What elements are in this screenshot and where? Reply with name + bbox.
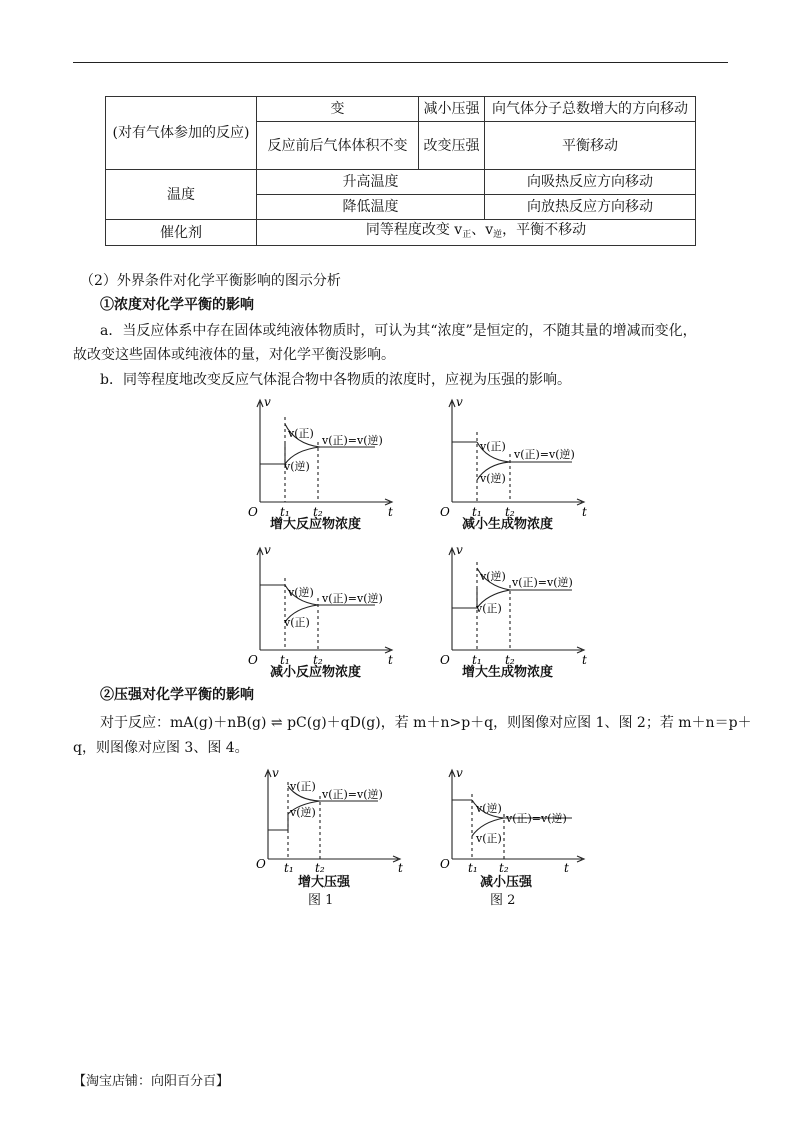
tick-label: t₂ [499, 861, 509, 875]
axis-label: v [456, 766, 463, 780]
axis-label: v [264, 395, 271, 409]
table-cell: 温度 [106, 170, 257, 220]
header-rule [73, 62, 728, 63]
table-cell: 催化剂 [106, 220, 257, 246]
tick-label: t₁ [280, 505, 290, 519]
curve-label: v(逆) [288, 586, 314, 599]
table-cell: 同等程度改变 $v_正$、$v_逆$，平衡不移动 [257, 220, 696, 246]
footer-shop: 【淘宝店铺：向阳百分百】 [73, 1074, 230, 1089]
origin-label: O [440, 505, 450, 519]
paragraph-a-cont: 故改变这些固体或纯液体的量，对化学平衡没影响。 [73, 347, 395, 363]
graph-decrease-product [432, 392, 612, 534]
tick-label: t₁ [280, 653, 290, 667]
graph-caption: 增大反应物浓度 [270, 517, 362, 532]
paragraph-a: a．当反应体系中存在固体或纯液体物质时，可认为其“浓度”是恒定的，不随其量的增减而变化， [100, 323, 697, 339]
paragraph-b: b．同等程度地改变反应气体混合物中各物质的浓度时，应视为压强的影响。 [100, 372, 571, 388]
tick-label: t₂ [313, 653, 323, 667]
table-row [106, 220, 696, 246]
curve-label: v(正)=v(逆) [512, 576, 573, 589]
table-row [106, 170, 696, 195]
origin-label: O [440, 653, 450, 667]
heading-pressure: ②压强对化学平衡的影响 [100, 687, 254, 703]
curve-label: v(正)=v(逆) [322, 788, 383, 801]
figure-label: 图 1 [308, 893, 334, 908]
tick-label: t₂ [315, 861, 325, 875]
table-cell: 平衡移动 [485, 122, 696, 170]
table-row [106, 97, 696, 122]
table-cell: 改变压强 [419, 122, 485, 170]
graph-caption: 减小反应物浓度 [270, 665, 362, 680]
origin-label: O [248, 505, 258, 519]
origin-label: O [256, 857, 266, 871]
curve-label: v(正) [284, 616, 310, 629]
axis-label: v [456, 543, 463, 557]
curve-label: v(正)=v(逆) [514, 448, 575, 461]
curve-label: v(正) [288, 427, 314, 440]
curve-label: v(逆) [290, 806, 316, 819]
graph-caption: 增大压强 [298, 875, 351, 890]
tick-label: t₂ [505, 653, 515, 667]
tick-label: t₁ [472, 653, 482, 667]
axis-label: v [264, 543, 271, 557]
curve-label: v(逆) [480, 472, 506, 485]
graph-caption: 减小压强 [480, 875, 533, 890]
paragraph-pressure: 对于反应：mA(g)＋nB(g) ⇌ pC(g)＋qD(g)，若 m＋n>p＋q，则图像对应图 1、图 2；若 m＋n＝p＋ [100, 715, 752, 731]
section-title: （2）外界条件对化学平衡影响的图示分析 [80, 273, 341, 289]
curve-label: v(正) [476, 602, 502, 615]
tick-label: t₁ [468, 861, 478, 875]
graph-increase-product [432, 540, 612, 682]
figure-label: 图 2 [490, 893, 516, 908]
axis-label: t [582, 505, 587, 519]
graph-caption: 减小生成物浓度 [462, 517, 554, 532]
tick-label: t₂ [505, 505, 515, 519]
axis-label: t [388, 653, 393, 667]
axis-label: t [398, 861, 403, 875]
table-cell: 减小压强 [419, 97, 485, 122]
graph-increase-reactant [240, 392, 420, 534]
table-cell: 向气体分子总数增大的方向移动 [485, 97, 696, 122]
graph-increase-pressure [248, 764, 428, 912]
table-cell: 向吸热反应方向移动 [485, 170, 696, 195]
curve-label: v(逆) [476, 802, 502, 815]
heading-concentration: ①浓度对化学平衡的影响 [100, 297, 254, 313]
tick-label: t₁ [284, 861, 294, 875]
table-cell: 反应前后气体体积不变 [257, 122, 419, 170]
conditions-table [105, 96, 696, 246]
table-cell: 降低温度 [257, 195, 485, 220]
axis-label: v [456, 395, 463, 409]
table-cell: 变 [257, 97, 419, 122]
table-cell: (对有气体参加的反应) [106, 97, 257, 170]
curve-label: v(正) [290, 780, 316, 793]
axis-label: t [564, 861, 569, 875]
table-cell: 向放热反应方向移动 [485, 195, 696, 220]
curve-label: v(正)=v(逆) [322, 592, 383, 605]
table-cell: 升高温度 [257, 170, 485, 195]
curve-label: v(正) [476, 832, 502, 845]
axis-label: t [582, 653, 587, 667]
graph-caption: 增大生成物浓度 [462, 665, 554, 680]
origin-label: O [248, 653, 258, 667]
curve-label: v(逆) [284, 460, 310, 473]
tick-label: t₂ [313, 505, 323, 519]
tick-label: t₁ [472, 505, 482, 519]
curve-label: v(正)=v(逆) [506, 812, 567, 825]
paragraph-pressure-cont: q，则图像对应图 3、图 4。 [73, 740, 249, 756]
origin-label: O [440, 857, 450, 871]
graph-decrease-reactant [240, 540, 420, 682]
curve-label: v(正) [480, 440, 506, 453]
curve-label: v(正)=v(逆) [322, 434, 383, 447]
curve-label: v(逆) [480, 570, 506, 583]
graph-decrease-pressure [432, 764, 612, 912]
axis-label: v [272, 766, 279, 780]
axis-label: t [388, 505, 393, 519]
